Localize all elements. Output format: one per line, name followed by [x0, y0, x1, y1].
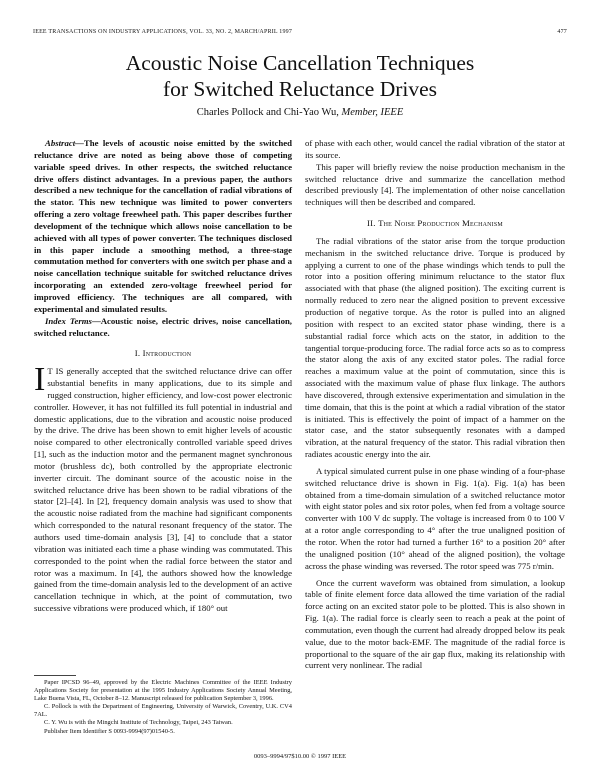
section-1-number: I.	[134, 348, 141, 359]
section-2-paragraph-3: Once the current waveform was obtained from simulation, a lookup table of finite element force data allowed the time variation of the radial force acting on an excited stator pole to be plotted. This is also shown in Fig. 1(a). The radial force is clearly seen to reach a peak at the point of commutation, even though the current had already dropped below its peak value, due to the motor back-EMF. The magnitude of the radial force is proportional to the square of the air gap flux, making its relationship with current very nonlinear. The radial	[305, 577, 565, 671]
intro-paragraph-1	[34, 361, 292, 615]
section-2-number: II.	[367, 218, 376, 229]
abstract-text: The levels of acoustic noise emitted by the switched reluctance drive are noted as being above those of competing variable speed drives. In other respects, the switched reluctance drive offers distinct advantages. In a previous paper, the authors described a new technique for the cancellation of radial vibrations of the stator. This new technique was limited to power converters offering a zero voltage freewheel path. This paper describes further development of the technique which allows noise cancellation to be achieved with all types of power converter. The techniques disclosed in this paper include a smoothing method, a three-stage commutation method for converters with one switch per phase and a noise cancellation technique suitable for switched reluctance drives incorporating an extended zero-voltage freewheel period for improved efficiency. The techniques are all compared, with experimental and simulated results.	[34, 138, 292, 314]
drop-cap: I	[34, 361, 46, 399]
right-column	[305, 138, 565, 672]
index-terms	[34, 316, 292, 340]
footnote-author-1: C. Pollock is with the Department of Engineering, University of Warwick, Coventry, U.K. CV4 7AL.	[34, 703, 292, 719]
author-line	[0, 107, 600, 118]
section-2-heading	[305, 218, 565, 230]
copyright-footer: 0093–9994/97$10.00 © 1997 IEEE	[253, 753, 347, 760]
section-1-title: Introduction	[142, 348, 192, 359]
left-column	[34, 138, 292, 615]
author-names: Charles Pollock and Chi-Yao Wu,	[196, 107, 339, 118]
section-2-paragraph-2: A typical simulated current pulse in one phase winding of a four-phase switched reluctance drive is shown in Fig. 1(a). Fig. 1(a) has been obtained from a time-domain simulation of a switched reluctance motor with eight stator poles and six rotor poles, when fed from a voltage source converter with 100 V dc supply. The voltage is increased from 0 to 100 V at a rotor angle corresponding to 4° after the true unaligned position of the rotor. When the rotor had turned a further 16° to a position 20° after the unaligned position (10° ahead of the aligned position), the voltage across the phase winding was reversed. The rotor speed was 775 r/min.	[305, 465, 565, 571]
author-membership: Member, IEEE	[341, 107, 404, 118]
footnote-identifier: Publisher Item Identifier S 0093-9994(97)01540-5.	[44, 727, 175, 735]
section-2-title: The Noise Production Mechanism	[378, 218, 503, 229]
index-terms-text: —Acoustic noise, electric drives, noise cancellation, switched reluctance.	[34, 315, 292, 338]
footnote-author-2: C. Y. Wu is with the Mingchi Institute of Technology, Taipei, 243 Taiwan.	[44, 719, 233, 727]
footnote-manuscript: Paper IPCSD 96–49, approved by the Electric Machines Committee of the IEEE Industry Applications Society for presentation at the 1995 Industry Applications Society Annual Meeting, Lake Buena Vista, FL, October 8–12. Manuscript released for publication September 3, 1996.	[34, 679, 292, 703]
intro-paragraph-1-text: T IS generally accepted that the switched reluctance drive can offer substantial benefits in many applications, due to its simple and rugged construction, higher efficiency, and low-cost power electronic controller. However, it has not fulfilled its full potential in industrial and domestic applications, due to the vibration and acoustic noise produced by the drive. The drive has been shown to emit higher levels of acoustic noise compared to other electronically controlled variable speed drives [1], such as the induction motor and the permanent magnet synchronous motor (brushless dc), both controlled by the appropriate electronic inverter circuit. The dominant source of the acoustic noise in the switched reluctance drive has been shown to be radial vibrations of the stator [2]–[4]. In [2], frequency domain analysis was used to show that the acoustic noise radiated from the machine had significant components which corresponded to the natural resonant frequency of the stator. The authors used time-domain analysis [3], [4] to conclude that a stator vibration was initiated each time a phase winding was commutated. This corresponded to the point when the radial force between the stator and rotor was a maximum. In [4], the authors showed how the knowledge gained from the time-domain analysis led to the development of an active cancellation technique in which, at the point of commutation, two successive vibrations were produced which, if 180° out	[34, 366, 292, 614]
index-terms-label: Index Terms	[45, 315, 92, 326]
title-line-2: for Switched Reluctance Drives	[162, 77, 438, 101]
page-number: 477	[557, 29, 567, 35]
abstract-label: Abstract—	[45, 138, 84, 148]
section-2-paragraph-1: The radial vibrations of the stator arise from the torque production mechanism in the switched reluctance drive. Torque is produced by applying a current to one of the phase windings which tends to pull the rotor into a position offering minimum reluctance to the stator flux associated with that phase (the aligned position). The exciting current is normally reduced to zero near the aligned position to prevent excessive production of negative torque. As the rotor is pulled into an aligned position with respect to an excited stator phase winding, there is a substantial radial force which acts on the stator, in addition to the tangential torque-producing force. The radial force acts so as to compress the stator along the axis of any excited stator poles. The radial force reaches a maximum value at the point of commutation, since this is associated with the maximum value of phase flux linkage. The authors have discovered, through extensive experimentation and simulation in the time domain, that this is the point at which a radial vibration of the stator is initiated. This is effectively the point of impact of a hammer on the stator case, and the stator subsequently resonates with a damped vibration, at the natural frequency of the stator. This radial vibration then radiates acoustic energy into the air.	[305, 235, 565, 460]
intro-paragraph-2: This paper will briefly review the noise production mechanism in the switched reluctance drive and summarize the cancellation method described previously [4]. The implementation of other noise cancellation techniques will then be described and compared.	[305, 161, 565, 208]
intro-paragraph-1-continued: of phase with each other, would cancel the radial vibration of the stator at its source.	[305, 138, 565, 160]
paper-title	[0, 50, 600, 102]
running-header	[33, 29, 567, 39]
journal-header: IEEE TRANSACTIONS ON INDUSTRY APPLICATIONS, VOL. 33, NO. 2, MARCH/APRIL 1997	[33, 29, 293, 35]
abstract	[34, 138, 292, 316]
title-line-1: Acoustic Noise Cancellation Techniques	[125, 51, 475, 75]
section-1-heading	[34, 348, 292, 360]
footnote-rule	[34, 675, 76, 676]
first-page-footnote	[34, 675, 292, 736]
